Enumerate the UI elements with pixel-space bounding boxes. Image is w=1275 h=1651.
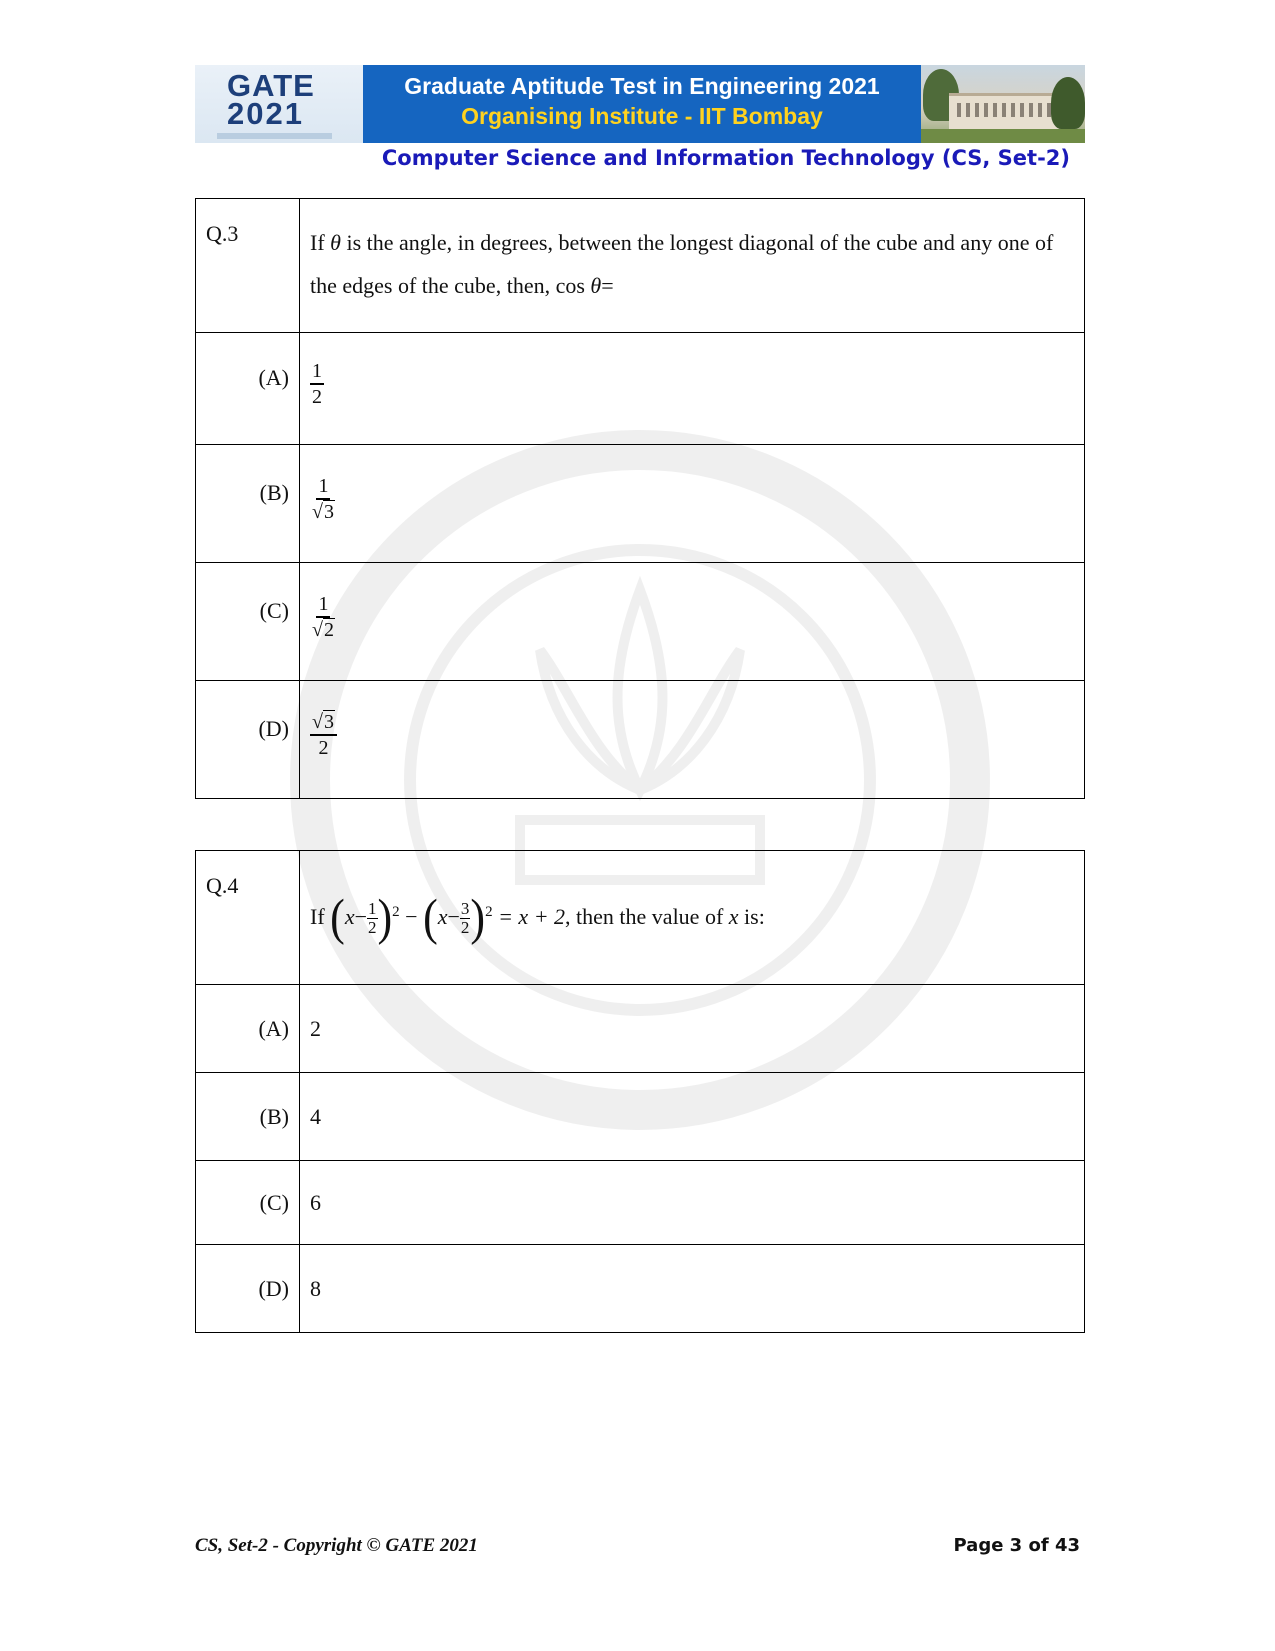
option-label: (A)	[196, 333, 300, 445]
option-a[interactable]	[300, 333, 1085, 445]
radicand: 2	[323, 619, 334, 641]
stem-tail: , then the value of	[565, 903, 729, 929]
theta-symbol: θ	[590, 273, 602, 298]
fraction	[310, 474, 337, 524]
numerator: 3	[460, 898, 470, 918]
minus-sign: −	[405, 903, 418, 929]
fraction-half	[367, 900, 378, 937]
stem-text-b: is the angle, in degrees, between the longest diagonal of the cube and any one of the edges of the cube, then, cos	[310, 230, 1054, 298]
var-x: x	[437, 903, 448, 929]
campus-photo	[921, 65, 1085, 143]
question-4-table	[195, 850, 1085, 1333]
option-label: (D)	[196, 1245, 300, 1333]
numerator: 1	[316, 474, 330, 500]
stem-end: is:	[738, 903, 765, 929]
option-label: (C)	[196, 563, 300, 681]
fraction	[310, 592, 337, 642]
subject-title: Computer Science and Information Technology (CS, Set-2)	[381, 146, 1070, 170]
equation-rhs: = x + 2	[498, 903, 566, 929]
radicand: 3	[323, 711, 334, 733]
numerator: 1	[368, 898, 377, 918]
header-title-box	[363, 65, 921, 143]
exponent: 2	[485, 903, 493, 920]
stem-if: If	[310, 903, 325, 929]
header-title: Graduate Aptitude Test in Engineering 2021	[404, 73, 880, 99]
var-x: x	[344, 903, 355, 929]
denominator: 2	[312, 386, 322, 408]
right-paren: )	[377, 889, 393, 947]
exponent: 2	[392, 903, 400, 920]
minus-sign: −	[354, 903, 367, 929]
gate-logo	[195, 65, 363, 143]
option-label: (B)	[196, 445, 300, 563]
radicand: 3	[323, 501, 334, 523]
left-paren: (	[423, 889, 438, 947]
logo-year-text: 2021	[227, 96, 304, 131]
stem-text-c: =	[601, 273, 614, 298]
numerator	[310, 710, 337, 736]
tree-2	[1051, 77, 1085, 129]
option-label: (B)	[196, 1073, 300, 1161]
question-stem	[300, 851, 1085, 985]
header-banner	[195, 65, 1085, 143]
option-label: (A)	[196, 985, 300, 1073]
root-sign: √	[312, 619, 323, 641]
option-label: (C)	[196, 1161, 300, 1245]
option-c[interactable]: 6	[300, 1161, 1085, 1245]
minus-sign: −	[447, 903, 460, 929]
question-stem	[300, 199, 1085, 333]
theta-symbol: θ	[330, 230, 341, 255]
option-d[interactable]	[300, 681, 1085, 799]
fraction	[310, 710, 337, 760]
fraction-three-halves	[460, 900, 471, 937]
footer-copyright: CS, Set-2 - Copyright © GATE 2021	[195, 1535, 478, 1556]
option-b[interactable]: 4	[300, 1073, 1085, 1161]
question-3-table	[195, 198, 1085, 799]
numerator: 1	[316, 592, 330, 618]
option-a[interactable]: 2	[300, 985, 1085, 1073]
page-number: Page 3 of 43	[953, 1535, 1080, 1556]
option-label: (D)	[196, 681, 300, 799]
denominator: 2	[368, 917, 377, 937]
logo-strip	[217, 133, 332, 139]
option-c[interactable]	[300, 563, 1085, 681]
lawn	[921, 129, 1085, 143]
root-sign: √	[312, 711, 323, 733]
option-d[interactable]: 8	[300, 1245, 1085, 1333]
question-number: Q.4	[196, 851, 300, 985]
building-windows	[957, 103, 1051, 117]
denominator	[310, 618, 337, 642]
right-paren: )	[470, 889, 486, 947]
var-x: x	[728, 903, 739, 929]
root-sign: √	[312, 501, 323, 523]
denominator: 2	[460, 917, 470, 937]
header-organiser: Organising Institute - IIT Bombay	[461, 103, 823, 129]
left-paren: (	[330, 889, 345, 947]
option-b[interactable]	[300, 445, 1085, 563]
fraction	[310, 359, 324, 409]
stem-text-a: If	[310, 230, 331, 255]
numerator: 1	[310, 359, 324, 385]
denominator: 2	[318, 737, 329, 759]
denominator	[310, 500, 337, 524]
logo-gate-text: GATE	[227, 68, 315, 103]
question-number: Q.3	[196, 199, 300, 333]
